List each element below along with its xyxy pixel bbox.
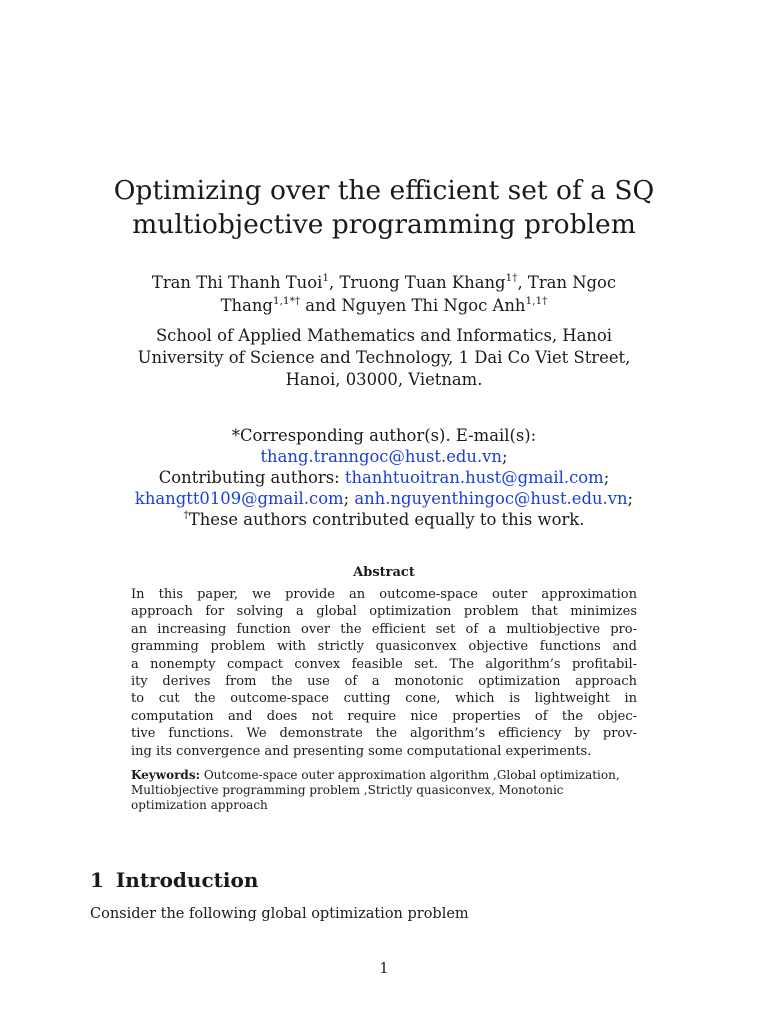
abstract-line: to cut the outcome-space cutting cone, which is lightweight in [131, 691, 637, 707]
author-affil-sup: 1,1*† [272, 294, 301, 307]
section-heading [90, 868, 258, 892]
email-link[interactable]: thanhtuoitran.hust@gmail.com [344, 468, 604, 487]
section-number: 1 [90, 868, 104, 892]
section-title: Introduction [115, 868, 259, 892]
abstract-heading: Abstract [353, 565, 415, 580]
title-line-2: multiobjective programming problem [132, 209, 636, 240]
page-number: 1 [379, 961, 389, 977]
contributing-label: Contributing authors: [158, 468, 345, 487]
affiliation: School of Applied Mathematics and Informatics, Hanoi University of Science and Technology, 1 Dai Co Viet Street, Hanoi, 03000, Vietnam. [137, 326, 631, 389]
email-link[interactable]: anh.nguyenthingoc@hust.edu.vn [354, 489, 628, 508]
author-affil-sup: 1,1† [525, 294, 548, 307]
abstract-line: approach for solving a global optimization problem that minimizes [131, 604, 637, 620]
keywords-block [131, 768, 637, 813]
corresponding-label: *Corresponding author(s). E-mail(s): [231, 426, 537, 445]
author-name: Truong Tuan Khang [339, 273, 506, 292]
corresponding-email-link[interactable]: thang.tranngoc@hust.edu.vn [260, 447, 502, 466]
abstract-line: tive functions. We demonstrate the algorithm’s efficiency by prov- [131, 726, 637, 742]
equal-contribution-note: †These authors contributed equally to this work. [183, 508, 585, 529]
paper-title [0, 174, 768, 242]
keywords-label: Keywords: [131, 768, 201, 782]
keywords-text: Outcome-space outer approximation algorithm ,Global optimization, Multiobjective programming problem ,Strictly quasiconvex, Monotonic optimization approach [131, 768, 620, 812]
email-link[interactable]: khangtt0109@gmail.com [134, 489, 344, 508]
author-affil-sup: 1 [322, 271, 330, 284]
abstract-line: ing its convergence and presenting some computational experiments. [131, 743, 592, 759]
correspondence-block: *Corresponding author(s). E-mail(s): thang.tranngoc@hust.edu.vn; Contributing authors: thanhtuoitran.hust@gmail.com; khangtt0109@gmail.com; anh.nguyenthingoc@hust.edu.vn; †These authors contributed equally to this work. [0, 425, 768, 530]
author-name-part: Tran Ngoc [527, 273, 617, 292]
abstract-line: an increasing function over the efficient set of a multiobjective pro- [131, 621, 637, 637]
author-line-2: Thang$^{1,1*\dagger}$ and Nguyen Thi Ngoc Anh$^{1,1\dagger}$ [220, 294, 548, 315]
title-line-1: Optimizing over the efficient set of a SQ [113, 175, 655, 206]
abstract-line: computation and does not require nice properties of the objec- [131, 708, 637, 724]
dagger-mark: † [183, 508, 189, 521]
author-name: Nguyen Thi Ngoc Anh [341, 296, 526, 315]
abstract-line: In this paper, we provide an outcome-space outer approximation [131, 587, 637, 602]
author-name-part: Thang [220, 296, 273, 315]
author-name: Tran Thi Thanh Tuoi [151, 273, 323, 292]
author-line-1: Tran Thi Thanh Tuoi$^1$, Truong Tuan Khang$^{1\dagger}$, Tran Ngoc [151, 271, 617, 292]
abstract-line: a nonempty compact convex feasible set. The algorithm’s profitabil- [131, 656, 637, 672]
abstract-line: ity derives from the use of a monotonic optimization approach [131, 674, 637, 690]
author-list [0, 271, 768, 317]
abstract-line: gramming problem with strictly quasiconvex objective functions and [131, 639, 637, 655]
abstract-body [131, 586, 637, 760]
intro-paragraph: Consider the following global optimization problem [90, 906, 469, 922]
author-affil-sup: 1† [505, 271, 518, 284]
